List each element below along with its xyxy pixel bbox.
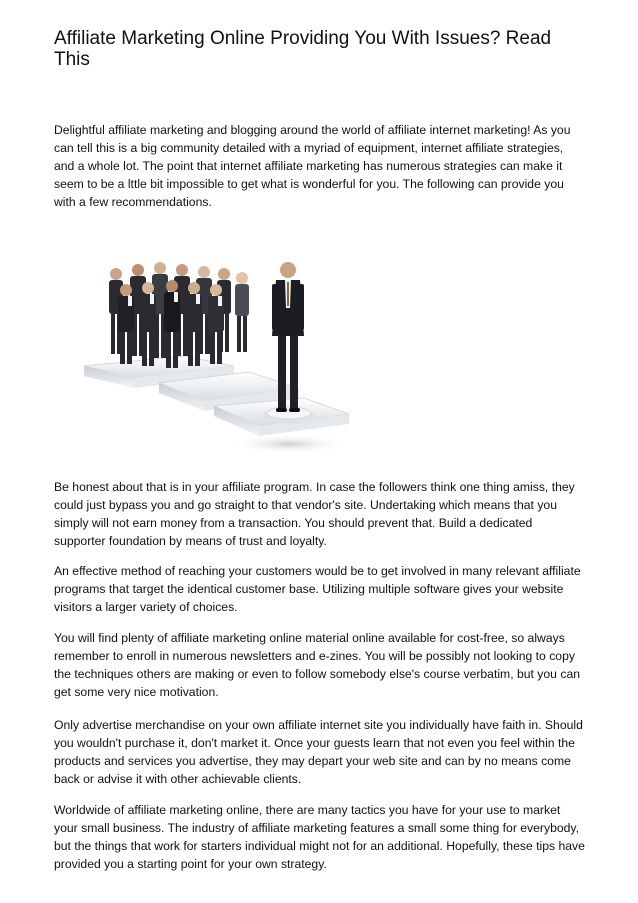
article-title: Affiliate Marketing Online Providing You With Issues? Read This	[54, 28, 552, 70]
intro-paragraph: Delightful affiliate marketing and blogging around the world of affiliate internet marketing! As you can tell this is a big community detailed with a myriad of equipment, internet affiliate strategies, and a whole lot. The point that internet affiliate marketing has numerous strategies can make it seem to be a lttle bit impossible to get what is wonderful for you. The following can provide you with a few recommendations.	[54, 123, 571, 209]
puzzle-platform	[84, 356, 349, 454]
honesty-paragraph: Be honest about that is in your affiliate program. In case the followers think one thing amiss, they could just bypass you and go straight to that vendor's site. Undertaking which means that you simply will not earn money from a transaction. You should prevent that. Build a dedicated supporter foundation by means of trust and loyalty.	[54, 480, 575, 548]
conclusion-paragraph: Worldwide of affiliate marketing online, there are many tactics you have for your use to market your small business. The industry of affiliate marketing features a small some thing for everybody, but the things that work for starters individual might not for an additional. Hopefully, these tips have provided you a starting point for your own strategy.	[54, 803, 585, 871]
free-material-paragraph: You will find plenty of affiliate marketing online material online available for cost-free, so always remember to enroll in numerous newsletters and e-zines. You will be possibly not looking to copy the techniques others are making or even to follow somebody else's course verbatim, but you can get some very nice motivation.	[54, 631, 580, 699]
multiple-programs-paragraph: An effective method of reaching your customers would be to get involved in many relevant affiliate programs that target the identical customer base. Utilizing multiple software gives your website visitors a larger variety of choices.	[54, 564, 581, 614]
advertise-merchandise-paragraph: Only advertise merchandise on your own affiliate internet site you individually have faith in. Should you wouldn't purchase it, don't market it. Once your guests learn that not even you feel within the products and services you advertise, they may depart your web site and can by no means come back or advise it with other achievable clients.	[54, 718, 583, 786]
businesspeople-illustration	[64, 248, 354, 458]
business-group	[109, 262, 249, 368]
